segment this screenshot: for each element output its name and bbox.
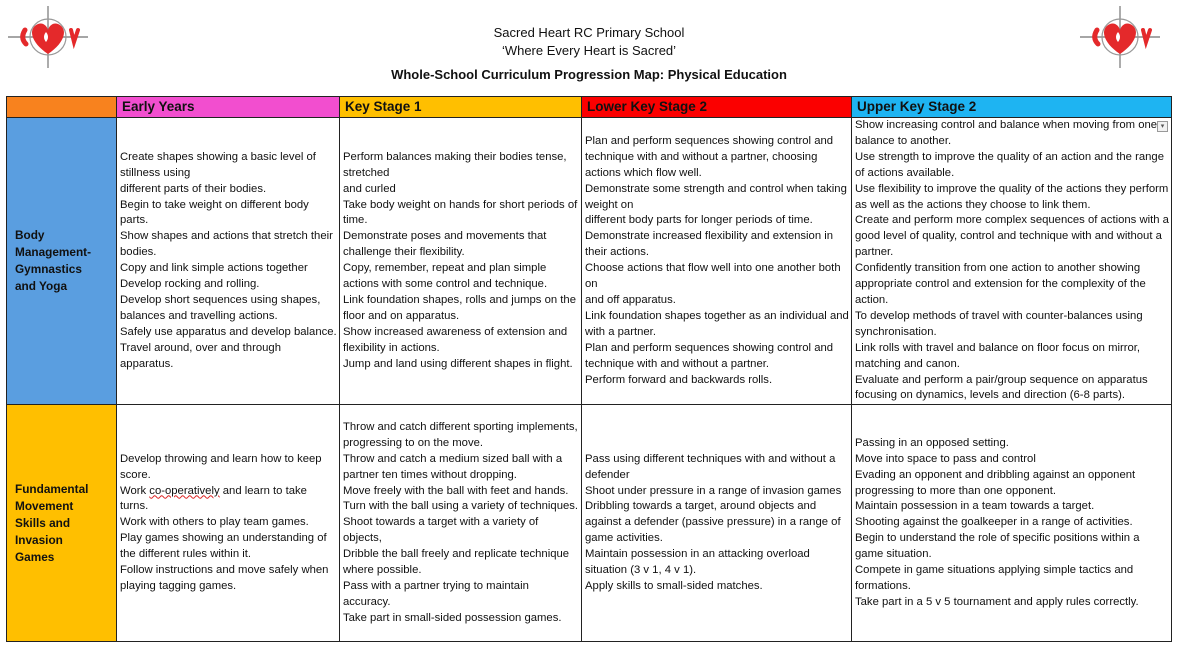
cell-line: Throw and catch a medium sized ball with a partner ten times without dropping. <box>343 452 563 481</box>
cell-line: Show increased awareness of extension and flexibility in actions. <box>343 325 568 354</box>
cell-line: and curled <box>343 182 396 195</box>
row-heading-line: Fundamental <box>15 481 89 496</box>
cell-line: Take part in small-sided possession games. <box>343 611 562 624</box>
cell-line: Show increasing control and balance when moving from one balance to another. <box>855 119 1158 147</box>
row-heading-line: and Yoga <box>15 279 68 294</box>
cell-line: Show shapes and actions that stretch their bodies. <box>120 230 333 259</box>
row-heading-line: Gymnastics <box>15 262 82 277</box>
cell-line: Maintain possession in a team towards a target. <box>855 500 1095 513</box>
cell-line: Move into space to pass and control <box>855 452 1036 465</box>
cell-line: Passing in an opposed setting. <box>855 436 1009 449</box>
table-row <box>7 405 1172 642</box>
row-heading-line: Management- <box>15 245 92 260</box>
cell-line: and off apparatus. <box>585 293 676 306</box>
row-heading-line: Body <box>15 228 45 243</box>
cell-line: Dribbling towards a target, around objects and against a defender (passive pressure) in a range of game activities. <box>585 500 841 545</box>
cell-line: different parts of their bodies. <box>120 182 267 195</box>
header-lower-key-stage-2: Lower Key Stage 2 <box>582 97 852 118</box>
cell-line: Link foundation shapes, rolls and jumps on the floor and on apparatus. <box>343 293 576 322</box>
cell-uks2-fundamental-movement <box>852 405 1172 642</box>
cell-line: Develop short sequences using shapes, balances and travelling actions. <box>120 293 321 322</box>
cell-line: Use flexibility to improve the quality of the actions they perform as well as the actions they choose to link them. <box>855 182 1169 211</box>
cell-line: Turn with the ball using a variety of techniques. <box>343 500 579 513</box>
cell-line: Copy, remember, repeat and plan simple actions with some control and technique. <box>343 262 548 291</box>
cell-line: Pass using different techniques with and without a defender <box>585 452 836 481</box>
header-early-years: Early Years <box>117 97 340 118</box>
cell-early-years-body-management <box>117 118 340 405</box>
cell-line: Safely use apparatus and develop balance. <box>120 325 337 338</box>
cell-line: Compete in game situations applying simple tactics and formations. <box>855 564 1134 592</box>
cell-text: and learn to take turns. <box>120 484 307 513</box>
header-blank-cell <box>7 97 117 118</box>
header-upper-key-stage-2: Upper Key Stage 2 <box>852 97 1172 118</box>
cell-line: Perform forward and backwards rolls. <box>585 373 773 386</box>
document-title: Whole-School Curriculum Progression Map: Physical Education <box>391 67 787 82</box>
cell-line: Link rolls with travel and balance on floor focus on mirror, matching and canon. <box>855 341 1141 370</box>
cell-line: Pass with a partner trying to maintain accuracy. <box>343 579 529 608</box>
cell-line: Create shapes showing a basic level of stillness using <box>120 150 316 179</box>
spelling-flag: co-operatively <box>149 484 220 497</box>
cell-line: different body parts for longer periods of time. <box>585 214 813 227</box>
cell-line: Dribble the ball freely and replicate technique where possible. <box>343 548 570 577</box>
cell-uks2-body-management[interactable] <box>852 118 1172 405</box>
cell-line: Apply skills to small-sided matches. <box>585 579 763 592</box>
cell-line: Take part in a 5 v 5 tournament and apply rules correctly. <box>855 595 1139 608</box>
row-heading-line: Skills and <box>15 515 71 530</box>
cell-line: Maintain possession in an attacking overload situation (3 v 1, 4 v 1). <box>585 548 810 577</box>
cell-line: Take body weight on hands for short periods of time. <box>343 198 578 227</box>
cell-line: Link foundation shapes together as an individual and with a partner. <box>585 309 849 338</box>
document-header <box>0 24 1178 84</box>
row-heading-line: Games <box>15 549 55 564</box>
cell-lks2-body-management <box>582 118 852 405</box>
row-heading-fundamental-movement <box>7 405 117 642</box>
cell-line: Throw and catch different sporting implements, progressing to on the move. <box>343 420 578 449</box>
row-heading-line: Movement <box>15 498 74 513</box>
table-row <box>7 118 1172 405</box>
cell-line: Work with others to play team games. <box>120 516 309 529</box>
cell-line: Use strength to improve the quality of an action and the range of actions available. <box>855 150 1164 179</box>
cell-line: Demonstrate some strength and control when taking weight on <box>585 182 847 211</box>
cell-line: Perform balances making their bodies tense, stretched <box>343 150 567 179</box>
cell-line: Shoot towards a target with a variety of objects, <box>343 516 539 545</box>
cell-line: Create and perform more complex sequences of actions with a good level of quality, control and technique with and without a partner. <box>855 214 1169 259</box>
cell-line: Move freely with the ball with feet and hands. <box>343 484 569 497</box>
cell-ks1-body-management <box>340 118 582 405</box>
cell-line: Develop rocking and rolling. <box>120 278 260 291</box>
cell-line: Demonstrate poses and movements that challenge their flexibility. <box>343 230 547 259</box>
curriculum-table <box>6 96 1172 642</box>
cell-line: Follow instructions and move safely when playing tagging games. <box>120 564 329 592</box>
cell-line: Copy and link simple actions together <box>120 262 308 275</box>
row-heading-body-management <box>7 118 117 405</box>
cell-line: Begin to understand the role of specific positions within a game situation. <box>855 532 1140 561</box>
cell-line: Confidently transition from one action to another showing appropriate control and extension for the complexity of the action. <box>855 262 1146 306</box>
cell-line: Shoot under pressure in a range of invasion games <box>585 484 842 497</box>
cell-line: To develop methods of travel with counter-balances using synchronisation. <box>855 309 1143 338</box>
cell-line <box>120 484 337 516</box>
row-heading-line: Invasion <box>15 532 63 547</box>
cell-lks2-fundamental-movement <box>582 405 852 642</box>
table-header-row <box>7 97 1172 118</box>
school-motto: ‘Where Every Heart is Sacred’ <box>501 43 677 58</box>
cell-line: Evaluate and perform a pair/group sequence on apparatus focusing on dynamics, levels and direction (6-8 parts). <box>855 373 1148 402</box>
cell-line: Choose actions that flow well into one another both on <box>585 262 841 291</box>
cell-line: Plan and perform sequences showing control and technique with and without a partner, choosing actions which flow well. <box>585 134 834 179</box>
cell-line: Play games showing an understanding of the different rules within it. <box>120 532 327 561</box>
cell-early-years-fundamental-movement <box>117 405 340 642</box>
cell-line: Develop throwing and learn how to keep score. <box>120 452 322 481</box>
cell-line: Shooting against the goalkeeper in a range of activities. <box>855 516 1133 529</box>
header-key-stage-1: Key Stage 1 <box>340 97 582 118</box>
cell-line: Plan and perform sequences showing control and technique with and without a partner. <box>585 341 834 370</box>
school-name: Sacred Heart RC Primary School <box>493 25 685 40</box>
cell-line: Travel around, over and through apparatus. <box>120 341 281 370</box>
cell-ks1-fundamental-movement <box>340 405 582 642</box>
dropdown-arrow-icon[interactable]: ▾ <box>1157 121 1168 132</box>
cell-line: Begin to take weight on different body parts. <box>120 198 309 227</box>
cell-line: Demonstrate increased flexibility and extension in their actions. <box>585 230 834 259</box>
cell-line: Jump and land using different shapes in flight. <box>343 357 573 370</box>
cell-text: Work <box>120 484 150 497</box>
cell-line: Evading an opponent and dribbling against an opponent progressing to more than one opponent. <box>855 468 1136 497</box>
